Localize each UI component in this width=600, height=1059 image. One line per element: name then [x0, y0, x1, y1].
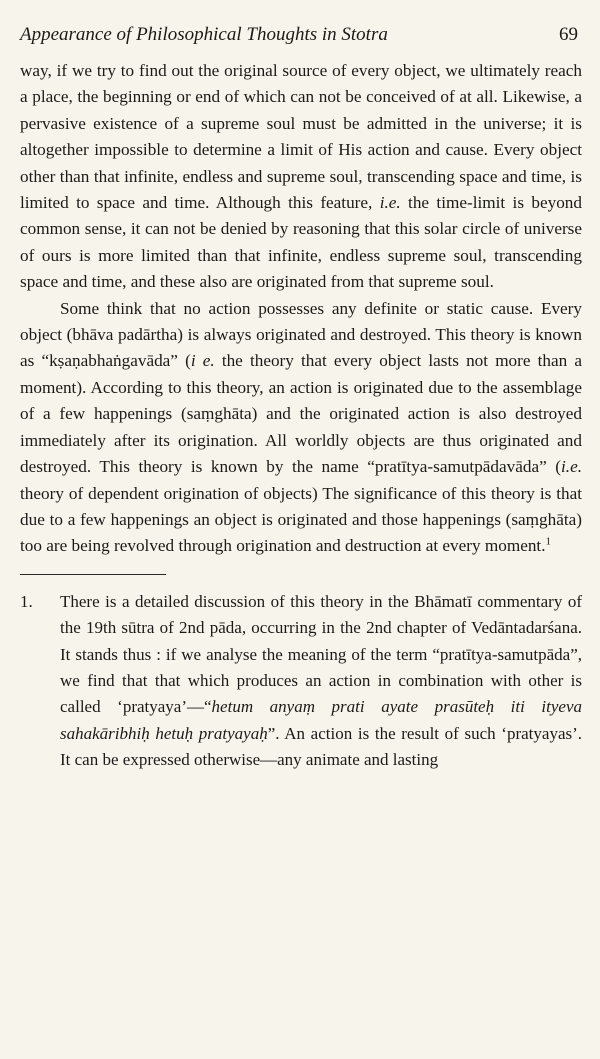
footnote-reference: 1 — [545, 535, 552, 548]
paragraph-2-text-b: the theory that every object lasts not more than a moment). According to this theory, an action is originated due to the assemblage of a few happenings (saṃghāta) and the originated action is also destroyed immediately after its origination. All worldly objects are thus originated and destroyed. This theory is known by the name “pratītya-samutpādavāda” ( — [20, 351, 583, 477]
paragraph-1-ie: i.e. — [379, 193, 401, 213]
running-title: Appearance of Philosophical Thoughts in Stotra — [20, 24, 388, 45]
paragraph-2-text-a: Some think that no action possesses any definite or static cause. Every object (bhāva padārtha) is always originated and destroyed. This theory is known as “kṣaṇabhaṅgavāda” ( — [20, 298, 582, 371]
page-number: 69 — [559, 24, 578, 45]
footnote-1 — [20, 589, 582, 774]
paragraph-1-text-a: way, if we try to find out the original source of every object, we ultimately reach a place, the beginning or end of which can not be conceived of at all. Likewise, a pervasive existence of a supreme soul must be admitted in the universe; it is altogether impossible to determine a limit of His action and cause. Every object other than that infinite, endless and supreme soul, transcending space and time, is limited to space and time. Although this feature, — [20, 61, 582, 213]
paragraph-2 — [20, 296, 582, 560]
footnote-text-a: There is a detailed discussion of this theory in the Bhāmatī commentary of the 19th sūtra of 2nd pāda, occurring in the 2nd chapter of Vedāntadarśana. It stands thus : if we analyse the meaning of the term “pratītya-samutpāda”, we find that that which produces an action in combination with other is called ‘pratyaya’—“ — [60, 591, 582, 717]
footnote-text-b: ”. An action is the result of such ‘pratyayas’. It can be expressed otherwise—any animate and lasting — [60, 723, 583, 770]
footnote-text — [60, 589, 582, 774]
paragraph-2-ie-2: i.e. — [561, 457, 582, 477]
paragraph-1-text-b: the time-limit is beyond common sense, it can not be denied by reasoning that this solar circle of universe of ours is more limited than that infinite, endless supreme soul, transcending space and time, and these also are originated from that supreme soul. — [20, 193, 582, 292]
paragraph-1 — [20, 58, 582, 296]
running-header — [20, 24, 582, 46]
footnote-number: 1. — [20, 591, 33, 611]
paragraph-2-ie: i e. — [190, 351, 215, 371]
main-text — [20, 58, 582, 560]
footnote-quote-italic: hetum anyaṃ prati ayate prasūteḥ iti ityeva sahakāribhiḥ hetuḥ pratyayaḥ — [60, 697, 582, 743]
footnote-divider — [20, 574, 166, 575]
paragraph-2-text-c: theory of dependent origination of objects) The significance of this theory is that due to a few happenings an object is originated and those happenings (saṃghāta) too are being revolved through origination and destruction at every moment. — [20, 483, 582, 556]
